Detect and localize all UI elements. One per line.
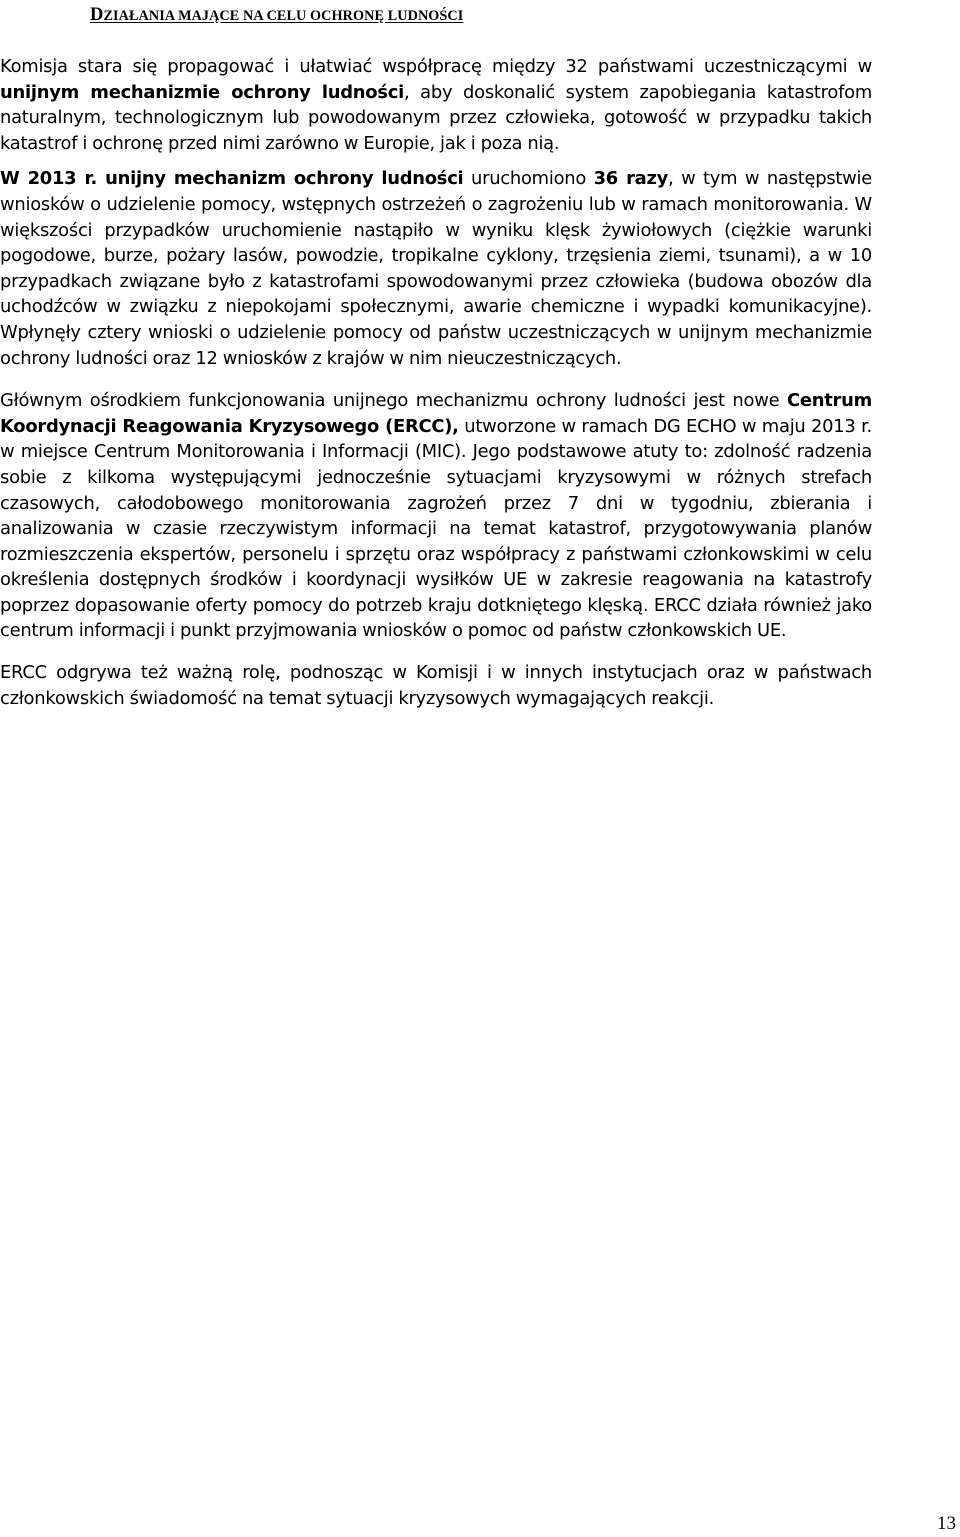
paragraph-intro xyxy=(0,54,872,156)
paragraph-ercc-role xyxy=(0,660,872,711)
section-heading xyxy=(90,4,463,27)
paragraph-intro-text-2: , aby doskonalić system zapobiegania katastrofom naturalnym, technologicznym lub powodowanym przez człowieka, gotowość w przypadku takich katastrof i ochronę przed nimi zarówno w Europie, jak i poza nią. xyxy=(0,81,872,154)
heading-initial: D xyxy=(90,5,104,25)
paragraph-ercc-text-2: utworzone w ramach DG ECHO w maju 2013 r. w miejsce Centrum Monitorowania i Informacji (MIC). Jego podstawowe atuty to: zdolność radzenia sobie z kilkoma występującymi jednocześnie sytuacjami kryzysowymi w różnych strefach czasowych, całodobowego monitorowania zagrożeń przez 7 dni w tygodniu, zbierania i analizowania w czasie rzeczywistym informacji na temat katastrof, przygotowywania planów rozmieszczenia ekspertów, personelu i sprzętu oraz współpracy z państwami członkowskimi w celu określenia dostępnych środków i koordynacji wysiłków UE w zakresie reagowania na katastrofy poprzez dopasowanie oferty pomocy do potrzeb kraju dotkniętego klęską. ERCC działa również jako centrum informacji i punkt przyjmowania wniosków o pomoc od państw członkowskich UE. xyxy=(0,415,872,642)
paragraph-2013-activations xyxy=(0,166,872,371)
paragraph-ercc-bold-1: Centrum Koordynacji Reagowania Kryzysowego (ERCC), xyxy=(0,390,872,437)
paragraph-ercc-text-1: Głównym ośrodkiem funkcjonowania unijnego mechanizmu ochrony ludności jest nowe xyxy=(0,390,787,412)
paragraph-2013-bold-2: 36 razy xyxy=(593,168,669,190)
paragraph-2013-text-1: uruchomiono xyxy=(463,168,594,190)
paragraph-intro-bold-1: unijnym mechanizmie ochrony ludności xyxy=(0,81,404,103)
paragraph-2013-text-2: , w tym w następstwie wniosków o udzielenie pomocy, wstępnych ostrzeżeń o zagrożeniu lub w ramach monitorowania. W większości przypadków uruchomienie nastąpiło w wyniku klęsk żywiołowych (ciężkie warunki pogodowe, burze, pożary lasów, powodzie, tropikalne cyklony, trzęsienia ziemi, tsunami), a w 10 przypadkach związane było z katastrofami spowodowanymi przez człowieka (budowa obozów dla uchodźców w związku z niepokojami społecznymi, awarie chemiczne i wypadki komunikacyjne). Wpłynęły cztery wnioski o udzielenie pomocy od państw uczestniczących w unijnym mechanizmie ochrony ludności oraz 12 wniosków z krajów w nim nieuczestniczących. xyxy=(0,168,873,369)
paragraph-role-text-1: ERCC odgrywa też ważną rolę, podnosząc w Komisji i w innych instytucjach oraz w państwach członkowskich świadomość na temat sytuacji kryzysowych wymagających reakcji. xyxy=(0,662,872,709)
page-number: 13 xyxy=(937,1513,956,1534)
heading-rest: ZIAŁANIA MAJĄCE NA CELU OCHRONĘ LUDNOŚCI xyxy=(103,8,464,24)
body-text xyxy=(0,54,872,711)
paragraph-ercc-centre xyxy=(0,388,872,644)
paragraph-2013-bold-1: W 2013 r. unijny mechanizm ochrony ludności xyxy=(0,168,464,190)
paragraph-intro-text-1: Komisja stara się propagować i ułatwiać współpracę między 32 państwami uczestniczącymi w xyxy=(0,56,872,77)
